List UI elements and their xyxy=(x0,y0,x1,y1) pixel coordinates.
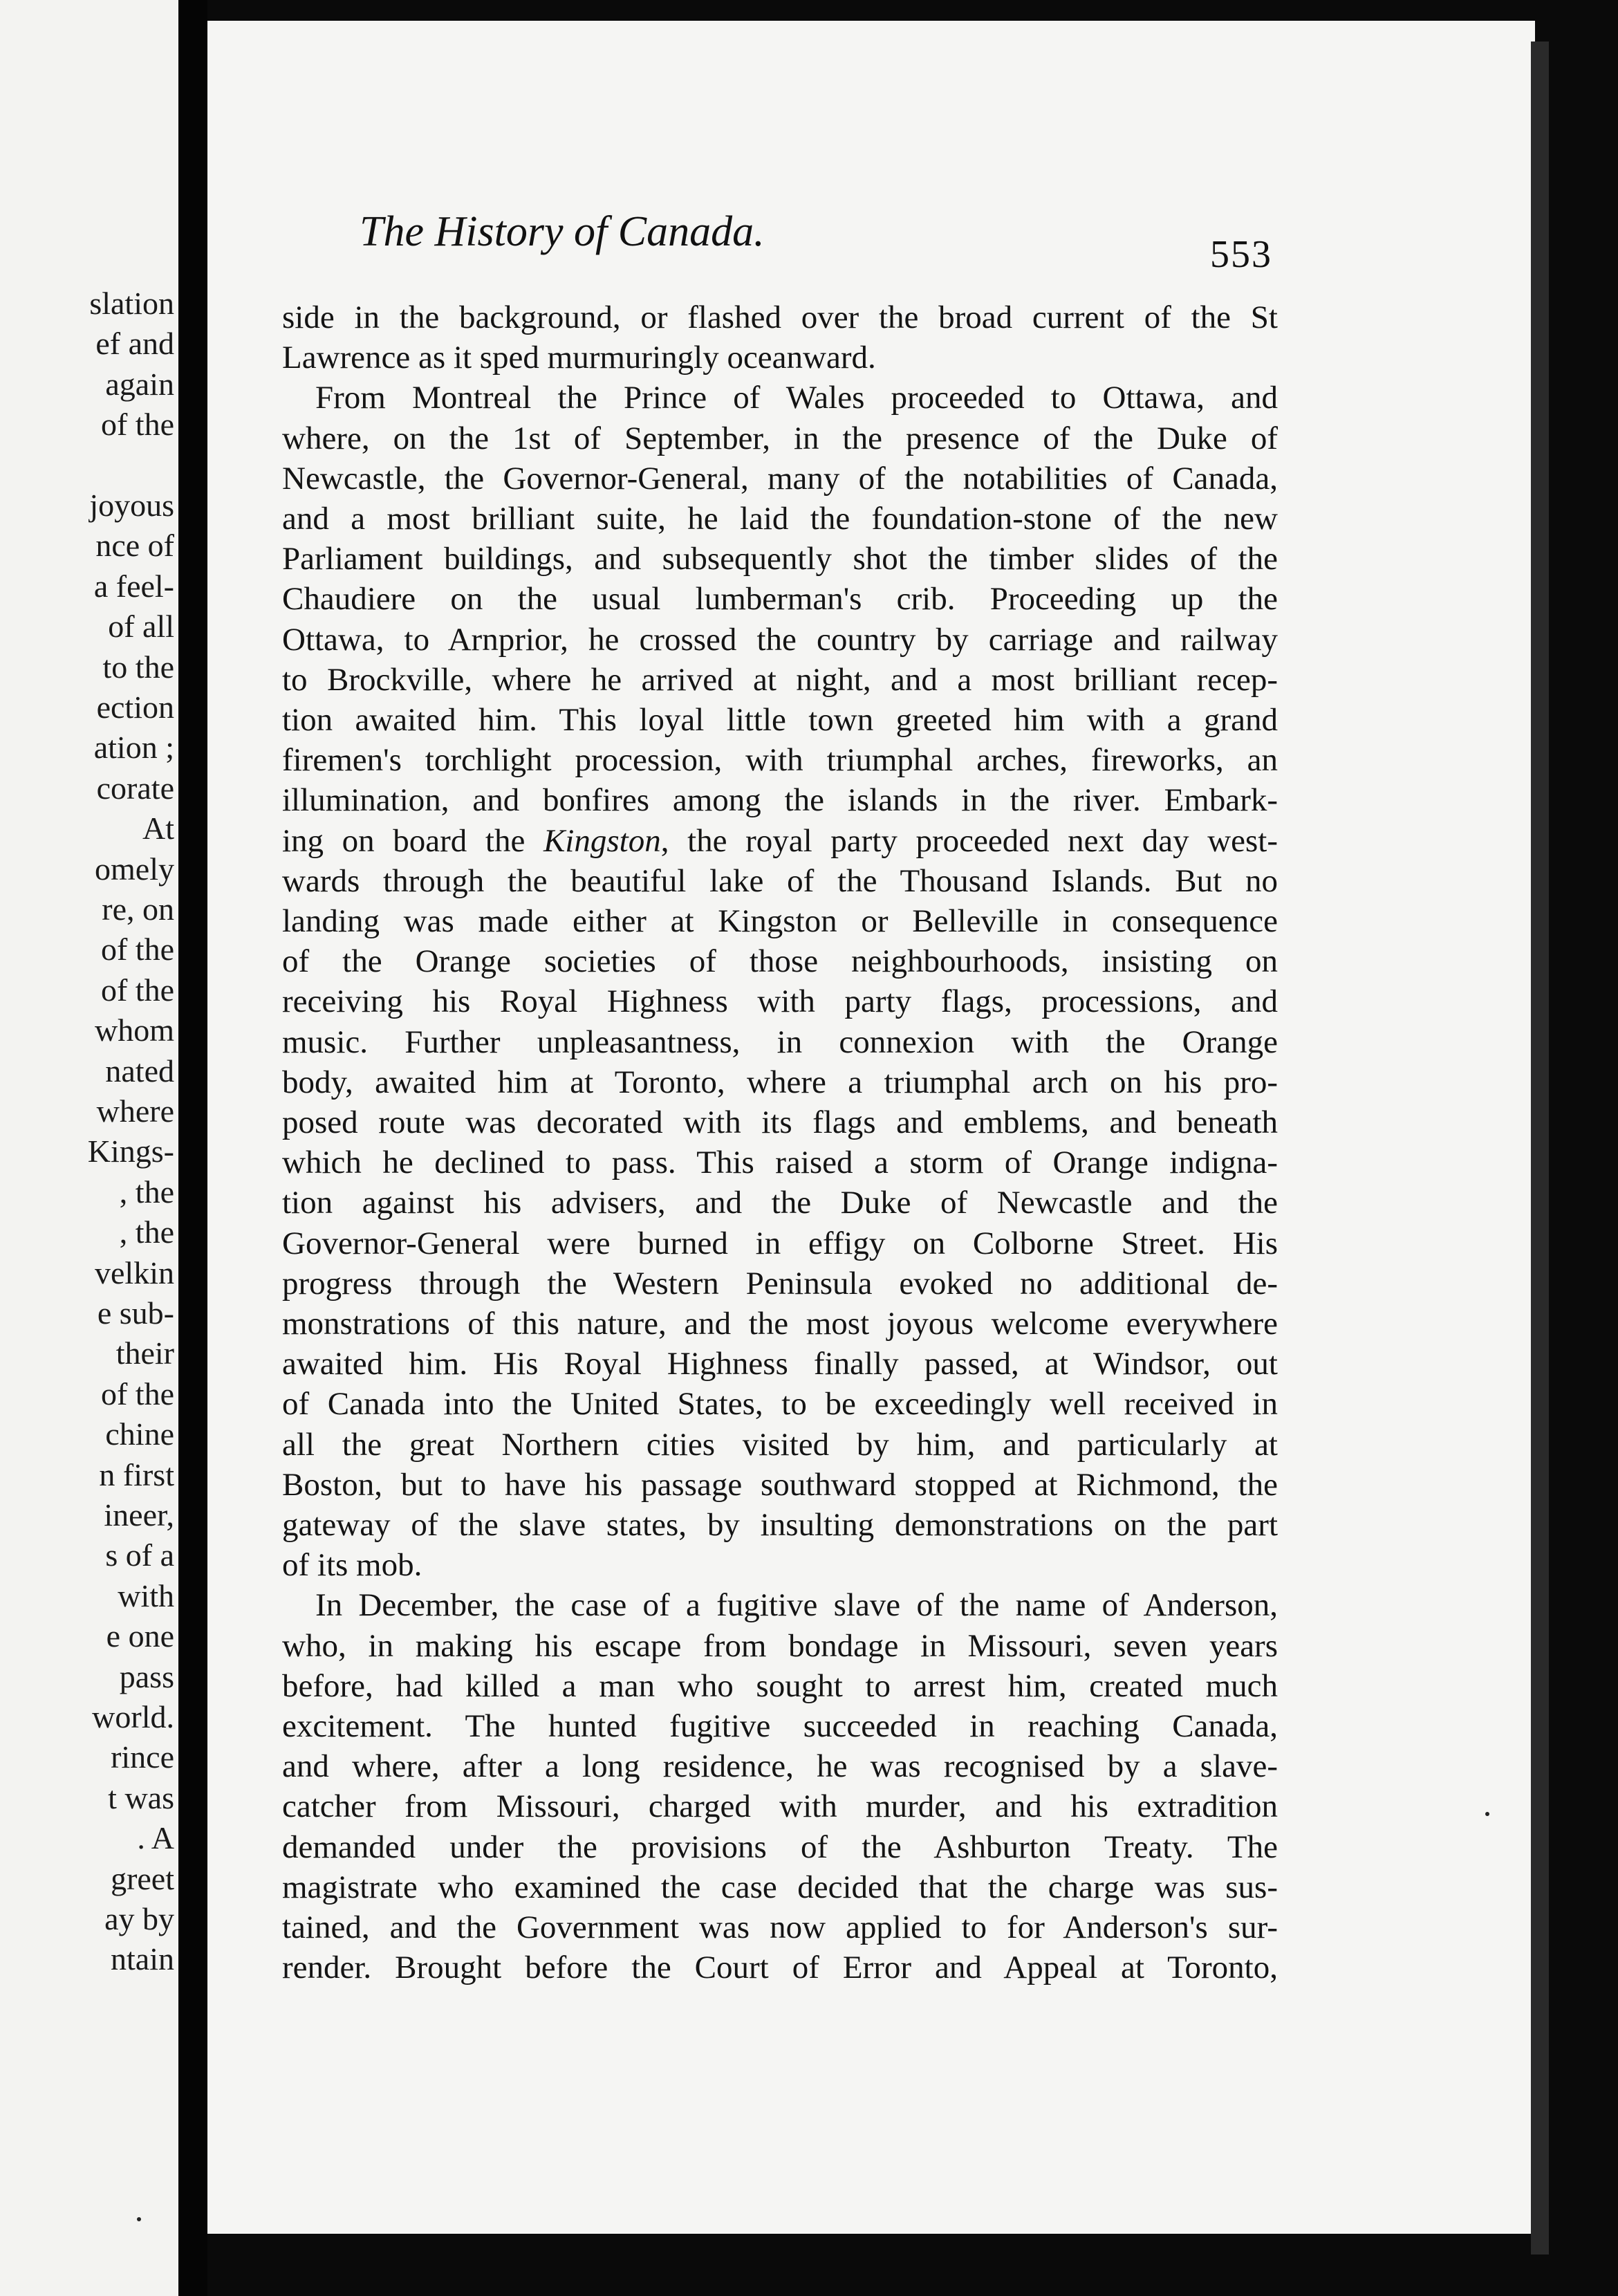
text-line: to Brockville, where he arrived at night, and a most brilliant recep- xyxy=(282,661,1278,698)
left-page-fragment: their xyxy=(115,1335,174,1371)
text-line: Boston, but to have his passage southward stopped at Richmond, the xyxy=(282,1466,1278,1503)
left-page-fragment: . A xyxy=(137,1820,174,1856)
left-page-fragment: a feel- xyxy=(93,568,174,604)
text-line: who, in making his escape from bondage in Missouri, seven years xyxy=(282,1627,1278,1664)
text-line: Governor-General were burned in effigy on Colborne Street. His xyxy=(282,1225,1278,1261)
text-line: wards through the beautiful lake of the Thousand Islands. But no xyxy=(282,862,1278,899)
page-number: 553 xyxy=(1210,233,1272,276)
text-line: posed route was decorated with its flags and emblems, and beneath xyxy=(282,1104,1278,1140)
left-page-fragment: world. xyxy=(92,1699,174,1734)
text-line: Chaudiere on the usual lumberman's crib. Proceeding up the xyxy=(282,581,1278,618)
left-page-fragment: of the xyxy=(100,407,174,443)
text-line: firemen's torchlight procession, with triumphal arches, fireworks, an xyxy=(282,742,1278,779)
left-page-fragment: greet xyxy=(111,1860,174,1896)
left-page-fragment: omely xyxy=(95,851,174,887)
page-edge-shadow xyxy=(1531,41,1549,2255)
text-line: where, on the 1st of September, in the presence of the Duke of xyxy=(282,420,1278,456)
text-line: and where, after a long residence, he was recognised by a slave- xyxy=(282,1748,1278,1785)
left-page-fragment: ineer, xyxy=(104,1497,174,1533)
left-page-fragment: of the xyxy=(100,972,174,1008)
text-line: Lawrence as it sped murmuringly oceanward. xyxy=(282,340,876,376)
left-page-fragment: At xyxy=(142,811,174,846)
text-line: ing on board the Kingston, the royal party proceeded next day west- xyxy=(282,822,1278,859)
left-page-fragment: slation xyxy=(89,286,174,321)
book-gutter xyxy=(178,0,207,2296)
left-page-fragment: e one xyxy=(106,1618,174,1654)
text-line: of Canada into the United States, to be exceedingly well received in xyxy=(282,1386,1278,1423)
text-line: before, had killed a man who sought to arrest him, created much xyxy=(282,1667,1278,1704)
text-line: which he declined to pass. This raised a storm of Orange indigna- xyxy=(282,1145,1278,1181)
text-line: Parliament buildings, and subsequently shot the timber slides of the xyxy=(282,541,1278,577)
text-line: excitement. The hunted fugitive succeeded in reaching Canada, xyxy=(282,1708,1278,1744)
left-page-fragment: again xyxy=(105,366,174,402)
text-line: all the great Northern cities visited by him, and particularly at xyxy=(282,1426,1278,1463)
text-line: illumination, and bonfires among the islands in the river. Embark- xyxy=(282,782,1278,819)
left-page-fragment: where xyxy=(96,1093,174,1129)
left-page-fragment: ection xyxy=(96,689,174,725)
left-page-fragment: t was xyxy=(108,1779,174,1815)
left-page-fragment: s of a xyxy=(105,1537,174,1573)
left-page-fragment: nated xyxy=(105,1053,174,1089)
left-page-fragment: ation ; xyxy=(93,730,174,766)
text-line: progress through the Western Peninsula evoked no additional de- xyxy=(282,1265,1278,1302)
left-page-fragment: to the xyxy=(102,649,174,685)
text-line: receiving his Royal Highness with party flags, processions, and xyxy=(282,983,1278,1020)
text-line: monstrations of this nature, and the most joyous welcome everywhere xyxy=(282,1306,1278,1342)
left-page-fragment: rince xyxy=(111,1739,174,1775)
left-page-fragment: n first xyxy=(99,1456,174,1492)
left-page-fragment: e sub- xyxy=(97,1295,174,1331)
text-line: awaited him. His Royal Highness finally passed, at Windsor, out xyxy=(282,1346,1278,1382)
facing-page-left xyxy=(0,0,178,2296)
text-line: magistrate who examined the case decided that the charge was sus- xyxy=(282,1869,1278,1905)
left-page-fragment: , the xyxy=(119,1174,174,1210)
left-page-fragment: ef and xyxy=(95,326,174,362)
left-page-fragment: whom xyxy=(95,1012,174,1048)
speck-mark xyxy=(137,2217,141,2221)
left-page-fragment: re, on xyxy=(102,891,174,927)
left-page-fragment: of the xyxy=(100,932,174,968)
text-line: gateway of the slave states, by insulting demonstrations on the part xyxy=(282,1507,1278,1543)
left-page-fragment: , the xyxy=(119,1214,174,1250)
text-line: of its mob. xyxy=(282,1547,422,1584)
running-head: The History of Canada. xyxy=(360,208,765,255)
text-line: body, awaited him at Toronto, where a triumphal arch on his pro- xyxy=(282,1064,1278,1100)
left-page-fragment: ay by xyxy=(104,1901,174,1936)
left-page-fragment: joyous xyxy=(89,488,174,523)
text-line: landing was made either at Kingston or Belleville in consequence xyxy=(282,903,1278,939)
text-line: tion awaited him. This loyal little town greeted him with a grand xyxy=(282,702,1278,738)
left-page-fragment: of all xyxy=(108,609,174,645)
left-page-fragment: velkin xyxy=(95,1255,174,1290)
left-page-fragment: of the xyxy=(100,1376,174,1411)
speck-mark xyxy=(1485,1812,1489,1816)
text-line: tained, and the Government was now applied to for Anderson's sur- xyxy=(282,1909,1278,1945)
text-line: Newcastle, the Governor-General, many of the notabilities of Canada, xyxy=(282,460,1278,497)
text-line: music. Further unpleasantness, in connexion with the Orange xyxy=(282,1024,1278,1060)
text-line: side in the background, or flashed over the broad current of the St xyxy=(282,299,1278,335)
text-line: In December, the case of a fugitive slave of the name of Anderson, xyxy=(315,1587,1278,1624)
left-page-fragment: chine xyxy=(105,1416,174,1452)
text-line: of the Orange societies of those neighbourhoods, insisting on xyxy=(282,943,1278,980)
left-page-fragment: nce of xyxy=(95,528,174,564)
text-line: and a most brilliant suite, he laid the foundation-stone of the new xyxy=(282,501,1278,537)
text-line: From Montreal the Prince of Wales proceeded to Ottawa, and xyxy=(315,380,1278,416)
left-page-fragment: pass xyxy=(119,1658,174,1694)
text-line: tion against his advisers, and the Duke of Newcastle and the xyxy=(282,1185,1278,1221)
left-page-fragment: Kings- xyxy=(87,1133,174,1169)
text-line: catcher from Missouri, charged with murder, and his extradition xyxy=(282,1788,1278,1825)
left-page-fragment: with xyxy=(118,1577,174,1613)
text-line: render. Brought before the Court of Error and Appeal at Toronto, xyxy=(282,1950,1278,1986)
left-page-fragment: ntain xyxy=(111,1941,174,1977)
text-line: Ottawa, to Arnprior, he crossed the country by carriage and railway xyxy=(282,621,1278,658)
text-line: demanded under the provisions of the Ashburton Treaty. The xyxy=(282,1829,1278,1865)
left-page-fragment: corate xyxy=(96,770,174,806)
